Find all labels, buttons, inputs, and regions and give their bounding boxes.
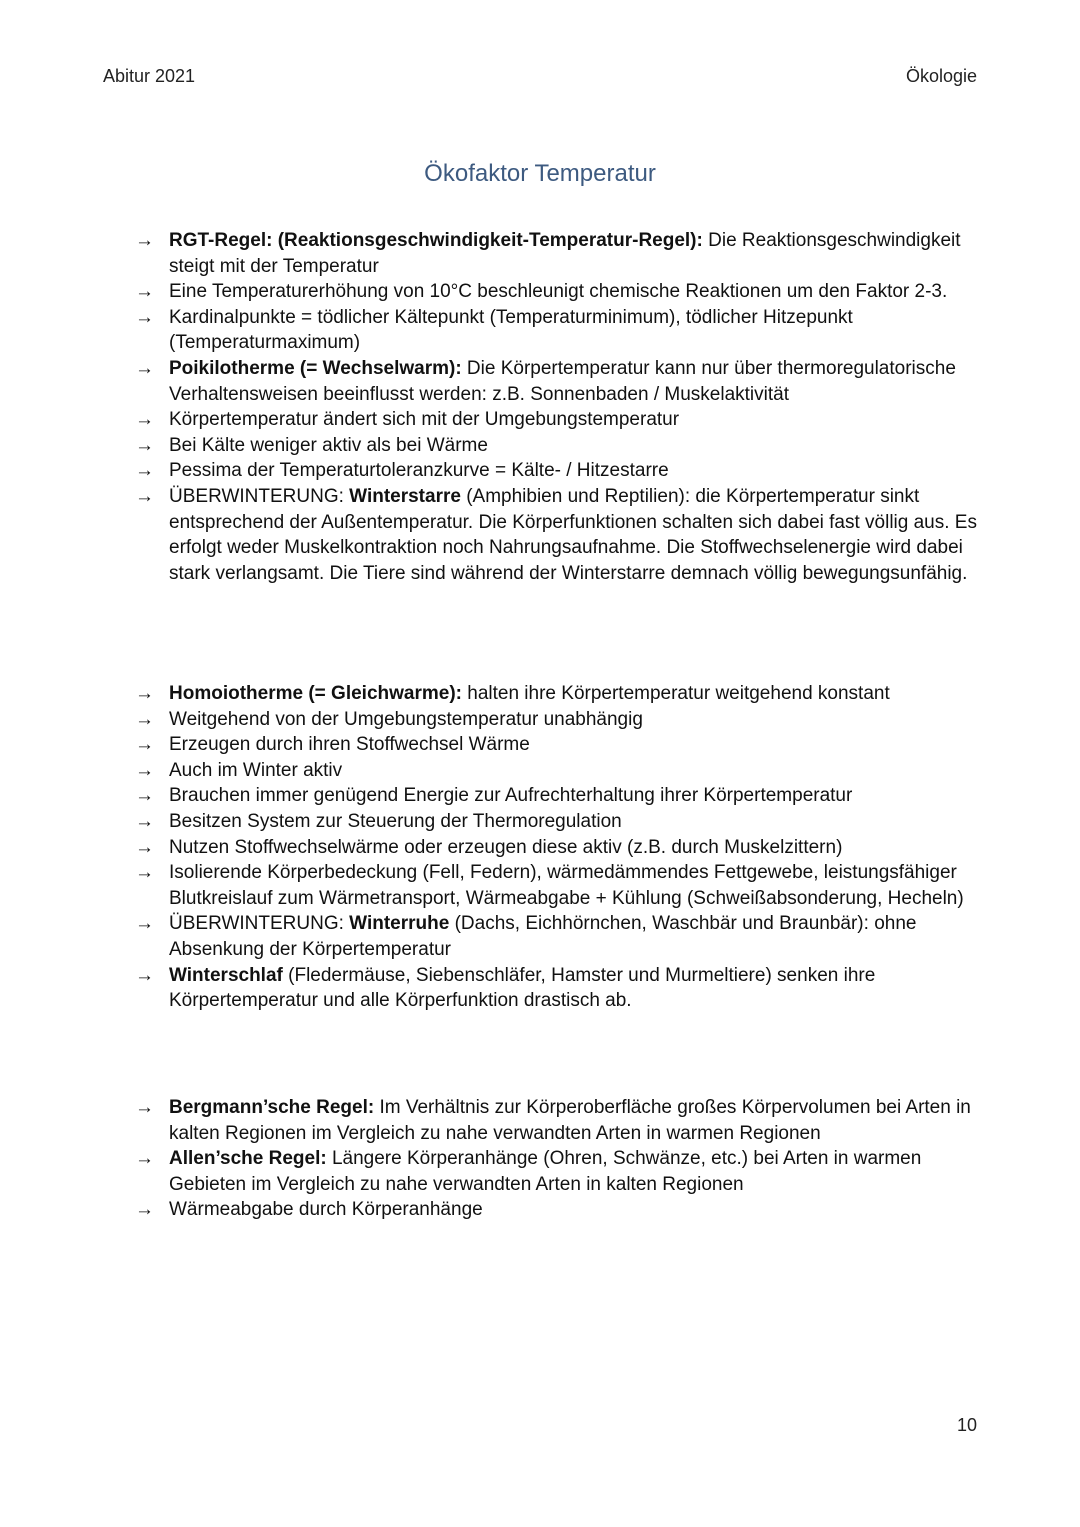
item-term: Winterruhe xyxy=(349,913,450,935)
list-item xyxy=(135,279,985,305)
list-item xyxy=(135,809,985,835)
item-text: Brauchen immer genügend Energie zur Aufrechterhaltung ihrer Körpertemperatur xyxy=(169,785,853,807)
list-item xyxy=(135,835,985,861)
list-item xyxy=(135,732,985,758)
item-text: Längere Körperanhänge (Ohren, Schwänze, etc.) bei Arten in warmen Gebieten im Vergleich zu nahe verwandten Arten in kalten Regionen xyxy=(169,1148,922,1195)
list-item xyxy=(135,1095,985,1146)
list-item xyxy=(135,305,985,356)
item-text: Wärmeabgabe durch Körperanhänge xyxy=(169,1199,483,1221)
arrow-icon: → xyxy=(135,913,154,935)
arrow-icon: → xyxy=(135,409,154,431)
item-term: Poikilotherme (= Wechselwarm): xyxy=(169,357,462,379)
arrow-icon: → xyxy=(135,785,154,807)
item-text: Bei Kälte weniger aktiv als bei Wärme xyxy=(169,434,488,456)
item-text: Pessima der Temperaturtoleranzkurve = Kälte- / Hitzestarre xyxy=(169,460,669,482)
arrow-icon: → xyxy=(135,434,154,456)
arrow-icon: → xyxy=(135,230,154,251)
item-term: Winterschlaf xyxy=(169,964,283,986)
item-term: Winterstarre xyxy=(349,485,461,507)
section-poikilotherme xyxy=(135,228,985,586)
arrow-icon: → xyxy=(135,1097,154,1118)
arrow-icon: → xyxy=(135,862,154,884)
item-text: (Amphibien und Reptilien): die Körpertemperatur sinkt entsprechend der Außentemperatur. Die Körperfunktionen schalten sich dabei fast völlig aus. Es erfolgt weder Muskelkontraktion noch Nahrungsaufnahme. Die Stoffwechselenergie wird dabei stark verlangsamt. Die Tiere sind während der Winterstarre demnach völlig bewegungsunfähig. xyxy=(169,485,977,584)
arrow-icon: → xyxy=(135,964,154,986)
arrow-icon: → xyxy=(135,683,154,704)
item-text: Nutzen Stoffwechselwärme oder erzeugen diese aktiv (z.B. durch Muskelzittern) xyxy=(169,836,843,858)
list-item xyxy=(135,1197,985,1223)
arrow-icon: → xyxy=(135,1148,154,1170)
item-text: Körpertemperatur ändert sich mit der Umgebungstemperatur xyxy=(169,409,680,431)
list-item xyxy=(135,407,985,433)
item-prefix: ÜBERWINTERUNG: xyxy=(169,913,350,935)
item-text: Auch im Winter aktiv xyxy=(169,759,343,781)
item-term: Homoiotherme (= Gleichwarme): xyxy=(169,683,462,704)
list-item xyxy=(135,681,985,707)
item-text: (Fledermäuse, Siebenschläfer, Hamster und Murmeltiere) senken ihre Körpertemperatur und alle Körperfunktion drastisch ab. xyxy=(169,964,876,1012)
list-item xyxy=(135,484,985,586)
header-right: Ökologie xyxy=(905,66,977,86)
header-left: Abitur 2021 xyxy=(103,66,196,86)
item-text: Erzeugen durch ihren Stoffwechsel Wärme xyxy=(169,734,530,756)
item-text: Kardinalpunkte = tödlicher Kältepunkt (Temperaturminimum), tödlicher Hitzepunkt (Temperaturmaximum) xyxy=(169,306,853,354)
arrow-icon: → xyxy=(135,810,154,832)
section-regeln xyxy=(135,1095,985,1223)
item-term: Bergmann’sche Regel: xyxy=(169,1097,375,1118)
arrow-icon: → xyxy=(135,357,154,379)
arrow-icon: → xyxy=(135,759,154,781)
list-item xyxy=(135,758,985,784)
section-homoiotherme xyxy=(135,681,985,1014)
item-text: Im Verhältnis zur Körperoberfläche großes Körpervolumen bei Arten in kalten Regionen im Vergleich zu nahe verwandten Arten in warmen Regionen xyxy=(169,1097,971,1144)
item-term: RGT-Regel: (Reaktionsgeschwindigkeit-Temperatur-Regel): xyxy=(169,230,703,251)
list-item xyxy=(135,458,985,484)
list-item xyxy=(135,911,985,962)
list-item xyxy=(135,860,985,911)
item-text: Isolierende Körperbedeckung (Fell, Federn), wärmedämmendes Fettgewebe, leistungsfähiger Blutkreislauf zum Wärmetransport, Wärmeabgabe + Kühlung (Schweißabsonderung, Hecheln) xyxy=(169,862,964,909)
arrow-icon: → xyxy=(135,485,154,507)
list-item xyxy=(135,356,985,407)
item-text: Weitgehend von der Umgebungstemperatur unabhängig xyxy=(169,708,643,730)
arrow-icon: → xyxy=(135,281,154,303)
arrow-icon: → xyxy=(135,734,154,756)
arrow-icon: → xyxy=(135,708,154,730)
item-text: halten ihre Körpertemperatur weitgehend konstant xyxy=(461,683,890,704)
arrow-icon: → xyxy=(135,460,154,482)
item-text: Die Körpertemperatur kann nur über thermoregulatorische Verhaltensweisen beeinflusst werden: z.B. Sonnenbaden / Muskelaktivität xyxy=(169,357,956,405)
item-term: Allen’sche Regel: xyxy=(169,1148,327,1170)
list-item xyxy=(135,228,985,279)
list-item xyxy=(135,433,985,459)
list-item xyxy=(135,783,985,809)
list-item xyxy=(135,1146,985,1197)
item-text: (Dachs, Eichhörnchen, Waschbär und Braunbär): ohne Absenkung der Körpertemperatur xyxy=(169,913,917,960)
arrow-icon: → xyxy=(135,1199,154,1221)
list-item xyxy=(135,707,985,733)
page-title: Ökofaktor Temperatur xyxy=(424,160,656,187)
item-text: Die Reaktionsgeschwindigkeit steigt mit der Temperatur xyxy=(169,230,961,277)
arrow-icon: → xyxy=(135,306,154,328)
item-text: Eine Temperaturerhöhung von 10°C beschleunigt chemische Reaktionen um den Faktor 2-3. xyxy=(169,281,948,303)
arrow-icon: → xyxy=(135,836,154,858)
page-number: 10 xyxy=(956,1415,977,1435)
item-prefix: ÜBERWINTERUNG: xyxy=(169,485,350,507)
item-text: Besitzen System zur Steuerung der Thermoregulation xyxy=(169,810,622,832)
list-item xyxy=(135,963,985,1014)
